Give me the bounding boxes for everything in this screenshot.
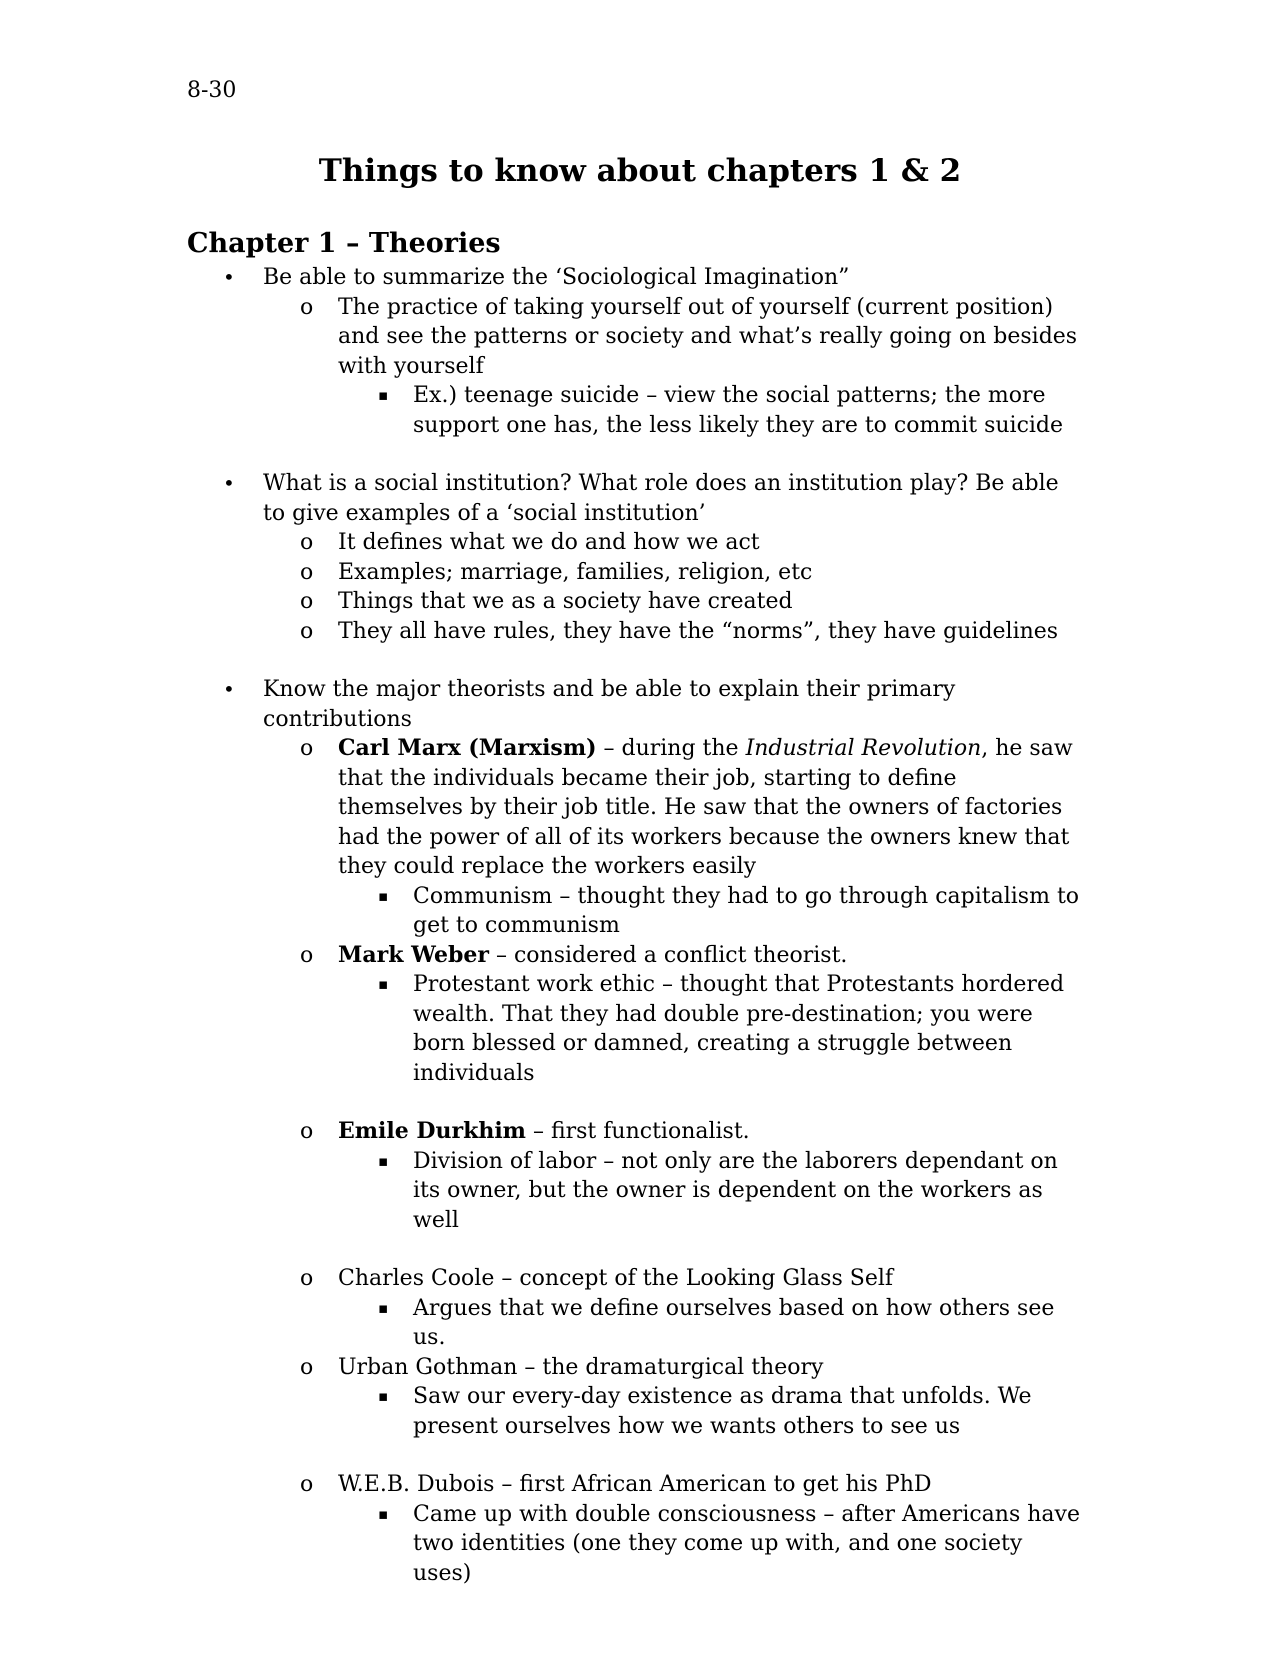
detail-item: [338, 1500, 1087, 1589]
detail-list: [338, 381, 1087, 440]
detail-text: Argues that we define ourselves based on how others see us.: [413, 1295, 1055, 1350]
detail-item: [338, 970, 1087, 1088]
detail-list: [338, 1500, 1087, 1589]
theorist-item-weber: [263, 941, 1087, 1089]
theorist-item-coole: [263, 1264, 1087, 1353]
date-label: 8-30: [187, 78, 237, 103]
square-marker: ▪: [378, 886, 389, 905]
detail-text: Ex.) teenage suicide – view the social patterns; the more support one has, the less likely they are to commit suicide: [413, 383, 1064, 438]
topic-item: [187, 263, 1087, 440]
theorist-name: Mark Weber: [338, 941, 489, 968]
point-text: They all have rules, they have the “norms”, they have guidelines: [338, 618, 1059, 644]
circle-marker: o: [300, 1119, 314, 1144]
square-marker: ▪: [378, 1387, 389, 1405]
point-item: [263, 558, 1087, 588]
circle-marker: o: [300, 530, 314, 555]
point-item: [263, 587, 1087, 617]
theorist-text: W.E.B. Dubois – first African American to get his PhD: [338, 1472, 932, 1497]
detail-list: [338, 1294, 1087, 1353]
detail-list: [338, 1382, 1087, 1441]
detail-text: Division of labor – not only are the laborers dependant on its owner, but the owner is dependent on the workers as well: [413, 1148, 1058, 1233]
theorist-text: – first functionalist.: [525, 1119, 750, 1144]
detail-item: [338, 882, 1087, 941]
topic-list: [187, 263, 1087, 1588]
circle-marker: o: [300, 1472, 314, 1497]
topic-text: Know the major theorists and be able to explain their primary contributions: [263, 677, 956, 732]
theorist-emphasis: Industrial Revolution: [745, 736, 982, 761]
circle-marker: o: [300, 559, 314, 585]
circle-marker: o: [300, 1354, 314, 1380]
theorist-item-marx: [263, 734, 1087, 941]
circle-marker: o: [300, 618, 314, 644]
circle-marker: o: [300, 942, 314, 968]
square-marker: ▪: [378, 1504, 389, 1523]
circle-marker: o: [300, 1266, 314, 1291]
theorist-name: Carl Marx (Marxism): [338, 735, 597, 761]
chapter-heading: Chapter 1 – Theories: [187, 228, 501, 259]
bullet-marker: •: [223, 471, 235, 495]
detail-text: Communism – thought they had to go through capitalism to get to communism: [413, 883, 1080, 938]
notes-body: [187, 225, 1087, 1588]
topic-item: [187, 675, 1087, 1588]
detail-text: Came up with double consciousness – after Americans have two identities (one they come up with, and one society uses): [413, 1501, 1080, 1586]
theorist-text: Charles Coole – concept of the Looking Glass Self: [338, 1266, 894, 1291]
circle-marker: o: [300, 736, 314, 761]
topic-text: Be able to summarize the ‘Sociological Imagination”: [263, 265, 850, 290]
point-text: Examples; marriage, families, religion, etc: [338, 559, 813, 585]
detail-item: [338, 1382, 1087, 1441]
point-text: Things that we as a society have created: [338, 589, 793, 614]
point-list: [263, 528, 1087, 646]
detail-text: Saw our every-day existence as drama that unfolds. We present ourselves how we wants others to see us: [413, 1384, 1032, 1439]
detail-item: [338, 381, 1087, 440]
page-title: Things to know about chapters 1 & 2: [318, 153, 962, 189]
bullet-marker: •: [223, 677, 235, 701]
circle-marker: o: [300, 294, 314, 320]
bullet-marker: •: [223, 265, 235, 289]
topic-item: [187, 469, 1087, 646]
detail-list: [338, 882, 1087, 941]
theorist-name: Emile Durkhim: [338, 1118, 526, 1144]
theorist-text: Urban Gothman – the dramaturgical theory: [338, 1354, 824, 1380]
square-marker: ▪: [378, 975, 389, 993]
theorist-text: , he saw that the individuals became their job, starting to define themselves by their job title. He saw that the owners of factories had the power of all of its workers because the owners knew that they could replace the workers easily: [338, 736, 1073, 879]
square-marker: ▪: [378, 1151, 389, 1170]
point-item: [263, 528, 1087, 558]
detail-text: Protestant work ethic – thought that Protestants hordered wealth. That they had double pre-destination; you were born blessed or damned, creating a struggle between individuals: [413, 972, 1065, 1086]
theorist-item-dubois: [263, 1470, 1087, 1588]
detail-item: [338, 1294, 1087, 1353]
square-marker: ▪: [378, 386, 389, 404]
theorist-list: [263, 734, 1087, 1588]
detail-item: [338, 1147, 1087, 1236]
theorist-text: – considered a conflict theorist.: [488, 942, 848, 968]
theorist-item-gothman: [263, 1353, 1087, 1442]
point-item: [263, 293, 1087, 441]
point-item: [263, 617, 1087, 647]
point-list: [263, 293, 1087, 441]
theorist-item-durkhim: [263, 1117, 1087, 1235]
detail-list: [338, 970, 1087, 1088]
circle-marker: o: [300, 589, 314, 614]
point-text: The practice of taking yourself out of yourself (current position) and see the patterns or society and what’s really going on besides with yourself: [338, 294, 1078, 379]
square-marker: ▪: [378, 1298, 389, 1317]
theorist-text: – during the: [596, 736, 746, 761]
topic-text: What is a social institution? What role does an institution play? Be able to give examples of a ‘social institution’: [263, 471, 1059, 526]
point-text: It defines what we do and how we act: [338, 530, 760, 555]
detail-list: [338, 1147, 1087, 1236]
